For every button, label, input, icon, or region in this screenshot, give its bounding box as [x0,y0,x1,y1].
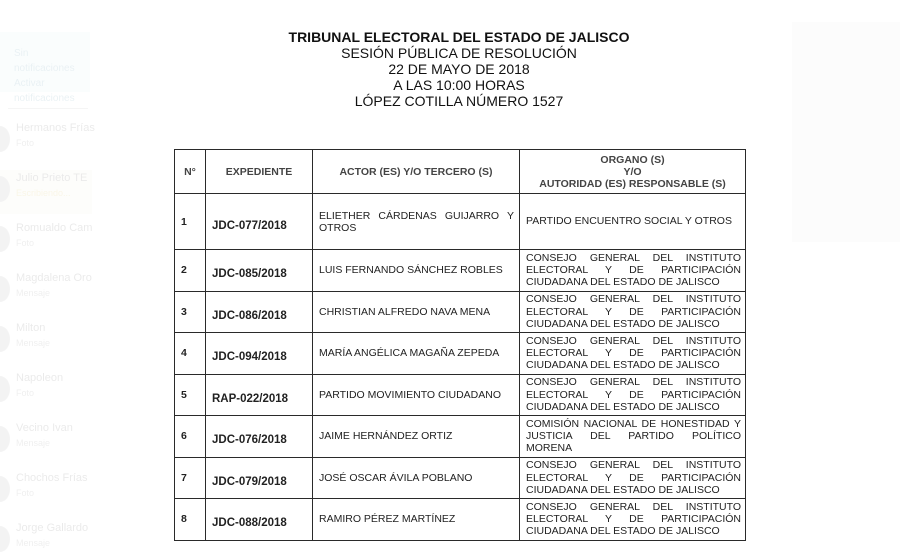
banner-line: Activar notificaciones [14,78,75,104]
row-actor: PARTIDO MOVIMIENTO CIUDADANO [313,374,520,416]
row-expediente: RAP-022/2018 [206,374,313,416]
table-row [175,374,746,416]
chat-preview: Mensaje [16,538,51,548]
chat-list-item[interactable] [0,120,95,164]
row-actor: ELIETHER CÁRDENAS GUIJARRO Y OTROS [313,194,520,250]
chat-name: Chochos Frías [16,472,88,484]
chat-name: Magdalena Oro [16,272,92,284]
row-actor: MARÍA ANGÉLICA MAGAÑA ZEPEDA [313,333,520,375]
row-number: 8 [175,499,206,541]
chat-name: Hermanos Frías [16,122,95,134]
row-actor: JAIME HERNÁNDEZ ORTIZ [313,416,520,458]
row-number: 2 [175,250,206,292]
chat-name: Napoleon [16,372,64,384]
row-actor: JOSÉ OSCAR ÁVILA POBLANO [313,457,520,499]
chat-list-item[interactable] [0,170,92,214]
row-organo: CONSEJO GENERAL DEL INSTITUTO ELECTORAL Y DE PARTICIPACIÓN CIUDADANA DEL ESTADO DE JALISCO [520,374,746,416]
row-actor: RAMIRO PÉREZ MARTÍNEZ [313,499,520,541]
row-number: 6 [175,416,206,458]
avatar [0,326,10,352]
row-expediente: JDC-077/2018 [206,194,313,250]
table-row [175,416,746,458]
header-num: N° [175,150,206,194]
row-expediente: JDC-086/2018 [206,291,313,333]
row-number: 1 [175,194,206,250]
chat-list-item[interactable] [0,370,92,414]
avatar [0,226,10,252]
row-organo: CONSEJO GENERAL DEL INSTITUTO ELECTORAL Y DE PARTICIPACIÓN CIUDADANA DEL ESTADO DE JALISCO [520,291,746,333]
row-organo: COMISIÓN NACIONAL DE HONESTIDAD Y JUSTICIA DEL PARTIDO POLÍTICO MORENA [520,416,746,458]
chat-preview: Foto [16,488,35,498]
chat-list-item[interactable] [0,320,92,364]
header-organo [520,150,746,194]
row-organo: CONSEJO GENERAL DEL INSTITUTO ELECTORAL Y DE PARTICIPACIÓN CIUDADANA DEL ESTADO DE JALISCO [520,499,746,541]
header-actor: ACTOR (ES) Y/O TERCERO (S) [313,150,520,194]
chat-preview: Escribiendo... [16,188,71,198]
table-row [175,457,746,499]
chat-preview: Foto [16,138,35,148]
row-organo: CONSEJO GENERAL DEL INSTITUTO ELECTORAL Y DE PARTICIPACIÓN CIUDADANA DEL ESTADO DE JALISCO [520,250,746,292]
header-organo-line: ORGANO (S) [600,153,665,166]
chat-preview: Foto [16,388,35,398]
row-expediente: JDC-079/2018 [206,457,313,499]
chat-name: Jorge Gallardo [16,522,89,534]
header-organo-line: Y/O [623,165,642,178]
row-expediente: JDC-094/2018 [206,333,313,375]
header-organo-line: AUTORIDAD (ES) RESPONSABLE (S) [539,177,726,190]
avatar [0,426,10,452]
avatar [0,276,10,302]
chat-list-item[interactable] [0,420,92,464]
row-expediente: JDC-088/2018 [206,499,313,541]
avatar [0,376,10,402]
row-organo: PARTIDO ENCUENTRO SOCIAL Y OTROS [520,194,746,250]
row-expediente: JDC-076/2018 [206,416,313,458]
chat-preview: Mensaje [16,288,51,298]
chat-preview: Mensaje [16,438,51,448]
avatar [0,526,10,552]
table-row [175,291,746,333]
table-row [175,194,746,250]
row-number: 5 [175,374,206,416]
chat-list-item[interactable] [0,520,92,560]
chat-name: Romualdo Cam [16,222,93,234]
row-organo: CONSEJO GENERAL DEL INSTITUTO ELECTORAL Y DE PARTICIPACIÓN CIUDADANA DEL ESTADO DE JALISCO [520,457,746,499]
table-header-row [175,150,746,194]
chat-name: Julio Prieto TE [16,172,88,184]
row-number: 4 [175,333,206,375]
table-row [175,250,746,292]
avatar [0,126,10,152]
row-actor: LUIS FERNANDO SÁNCHEZ ROBLES [313,250,520,292]
chat-preview: Foto [16,238,35,248]
banner-line: Sin notificaciones [14,48,75,74]
chat-name: Vecino Ivan [16,422,73,434]
header-expediente: EXPEDIENTE [206,150,313,194]
session-date: 22 DE MAYO DE 2018 [388,61,530,77]
resolutions-table [174,149,746,541]
chat-list-item[interactable] [0,270,92,314]
table-row [175,333,746,375]
session-address: LÓPEZ COTILLA NÚMERO 1527 [354,93,564,109]
document-title: TRIBUNAL ELECTORAL DEL ESTADO DE JALISCO [288,29,630,45]
row-number: 7 [175,457,206,499]
document-subtitle: SESIÓN PÚBLICA DE RESOLUCIÓN [341,45,577,61]
row-number: 3 [175,291,206,333]
chat-name: Milton [16,322,46,334]
document-header [0,29,900,109]
chat-list-item[interactable] [0,220,92,264]
row-actor: CHRISTIAN ALFREDO NAVA MENA [313,291,520,333]
session-time: A LAS 10:00 HORAS [393,77,525,93]
table-row [175,499,746,541]
chat-list-item[interactable] [0,470,92,514]
row-organo: CONSEJO GENERAL DEL INSTITUTO ELECTORAL Y DE PARTICIPACIÓN CIUDADANA DEL ESTADO DE JALISCO [520,333,746,375]
chat-preview: Mensaje [16,338,51,348]
avatar [0,476,10,502]
avatar [0,176,10,202]
row-expediente: JDC-085/2018 [206,250,313,292]
